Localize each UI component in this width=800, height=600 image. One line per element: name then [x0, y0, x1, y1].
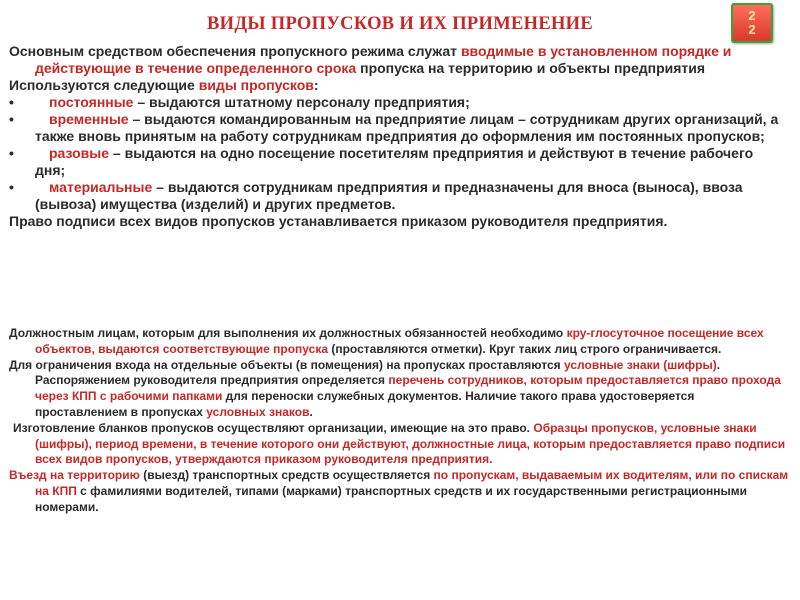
- intro-paragraph: Основным средством обеспечения пропускного режима служат вводимые в установленном порядке и действующие в течение определенного срока пропуска на территорию и объекты предприятия: [9, 43, 732, 76]
- types-intro: Используются следующие виды пропусков:: [9, 77, 319, 93]
- round-the-clock-paragraph: Должностным лицам, которым для выполнения их должностных обязанностей необходимо кру-глосуточное посещение всех объектов, выдаются соответствующие пропуска (проставляются отметки). Круг таких лиц строго ограничивается.: [9, 326, 764, 356]
- round-the-clock-highlight: кру-глосуточное посещение всех объектов, выдаются соответствующие пропуска: [35, 326, 764, 356]
- signature-paragraph: Право подписи всех видов пропусков устанавливается приказом руководителя предприятия.: [9, 213, 668, 229]
- types-intro-highlight: виды пропусков: [198, 77, 314, 93]
- term-material: материальные: [49, 179, 153, 195]
- list-item-permanent: • постоянные – выдаются штатному персоналу предприятия;: [9, 94, 470, 110]
- term-permanent: постоянные: [49, 94, 134, 110]
- vehicle-passes-highlight: по пропускам, выдаваемым их водителям, или по спискам на КПП: [35, 468, 789, 498]
- list-item-temporary: • временные – выдаются командированным на предприятие лицам – сотрудникам других организаций, а также вновь принятым на работу сотрудникам предприятия до оформления им постоянных пропусков;: [9, 111, 779, 144]
- access-rules-section: [9, 326, 789, 516]
- pass-types-section: [9, 43, 787, 230]
- bullet-icon: •: [9, 94, 14, 110]
- term-temporary: временные: [49, 111, 129, 127]
- blanks-paragraph: Изготовление бланков пропусков осуществляют организации, имеющие на это право. Образцы пропусков, условные знаки (шифры), период времени, в течение которого они действуют, должностные лица, которым предоставляется право подписи всех видов пропусков, утверждаются приказом руководителя предприятия.: [13, 420, 786, 467]
- bullet-icon: •: [9, 145, 14, 161]
- term-one-time: разовые: [49, 145, 110, 161]
- vehicle-entry-highlight: Въезд на территорию: [9, 468, 140, 483]
- badge-number-bottom: 2: [748, 22, 756, 37]
- bullet-icon: •: [9, 179, 14, 195]
- bullet-icon: •: [9, 111, 14, 127]
- vehicle-entry-paragraph: Въезд на территорию (выезд) транспортных средств осуществляется по пропускам, выдаваемым их водителям, или по спискам на КПП с фамилиями водителей, типами (марками) транспортных средств и их государственными регистрационными номерами.: [9, 468, 789, 514]
- symbols-highlight-2: условных знаков: [206, 404, 310, 419]
- list-item-material: • материальные – выдаются сотрудникам предприятия и предназначены для вноса (выноса), ввоза (вывоза) имущества (изделий) и других предметов.: [9, 179, 743, 212]
- symbols-paragraph: Для ограничения входа на отдельные объекты (в помещения) на пропусках проставляются условные знаки (шифры). Распоряжением руководителя предприятия определяется перечень сотрудников, которым предоставляется право прохода через КПП с рабочими папками для переноски служебных документов. Наличие такого права удостоверяется проставлением в пропусках условных знаков.: [9, 357, 781, 419]
- badge-number-top: 2: [748, 8, 756, 23]
- intro-highlight: вводимые в установленном порядке и действующие в течение определенного срока: [35, 43, 732, 76]
- blanks-highlight: Образцы пропусков, условные знаки (шифры), период времени, в течение которого они действуют, должностные лица, которым предоставляется право подписи всех видов пропусков, утверждаются приказом руководителя предприятия.: [35, 420, 786, 467]
- slide-number-badge[interactable]: [731, 3, 773, 43]
- slide-title: ВИДЫ ПРОПУСКОВ И ИХ ПРИМЕНЕНИЕ: [207, 14, 593, 34]
- folders-highlight: перечень сотрудников, которым предоставляется право прохода через КПП с рабочими папками: [35, 373, 781, 404]
- symbols-highlight: условные знаки (шифры): [563, 357, 717, 372]
- list-item-one-time: • разовые – выдаются на одно посещение посетителям предприятия и действуют в течение рабочего дня;: [9, 145, 754, 178]
